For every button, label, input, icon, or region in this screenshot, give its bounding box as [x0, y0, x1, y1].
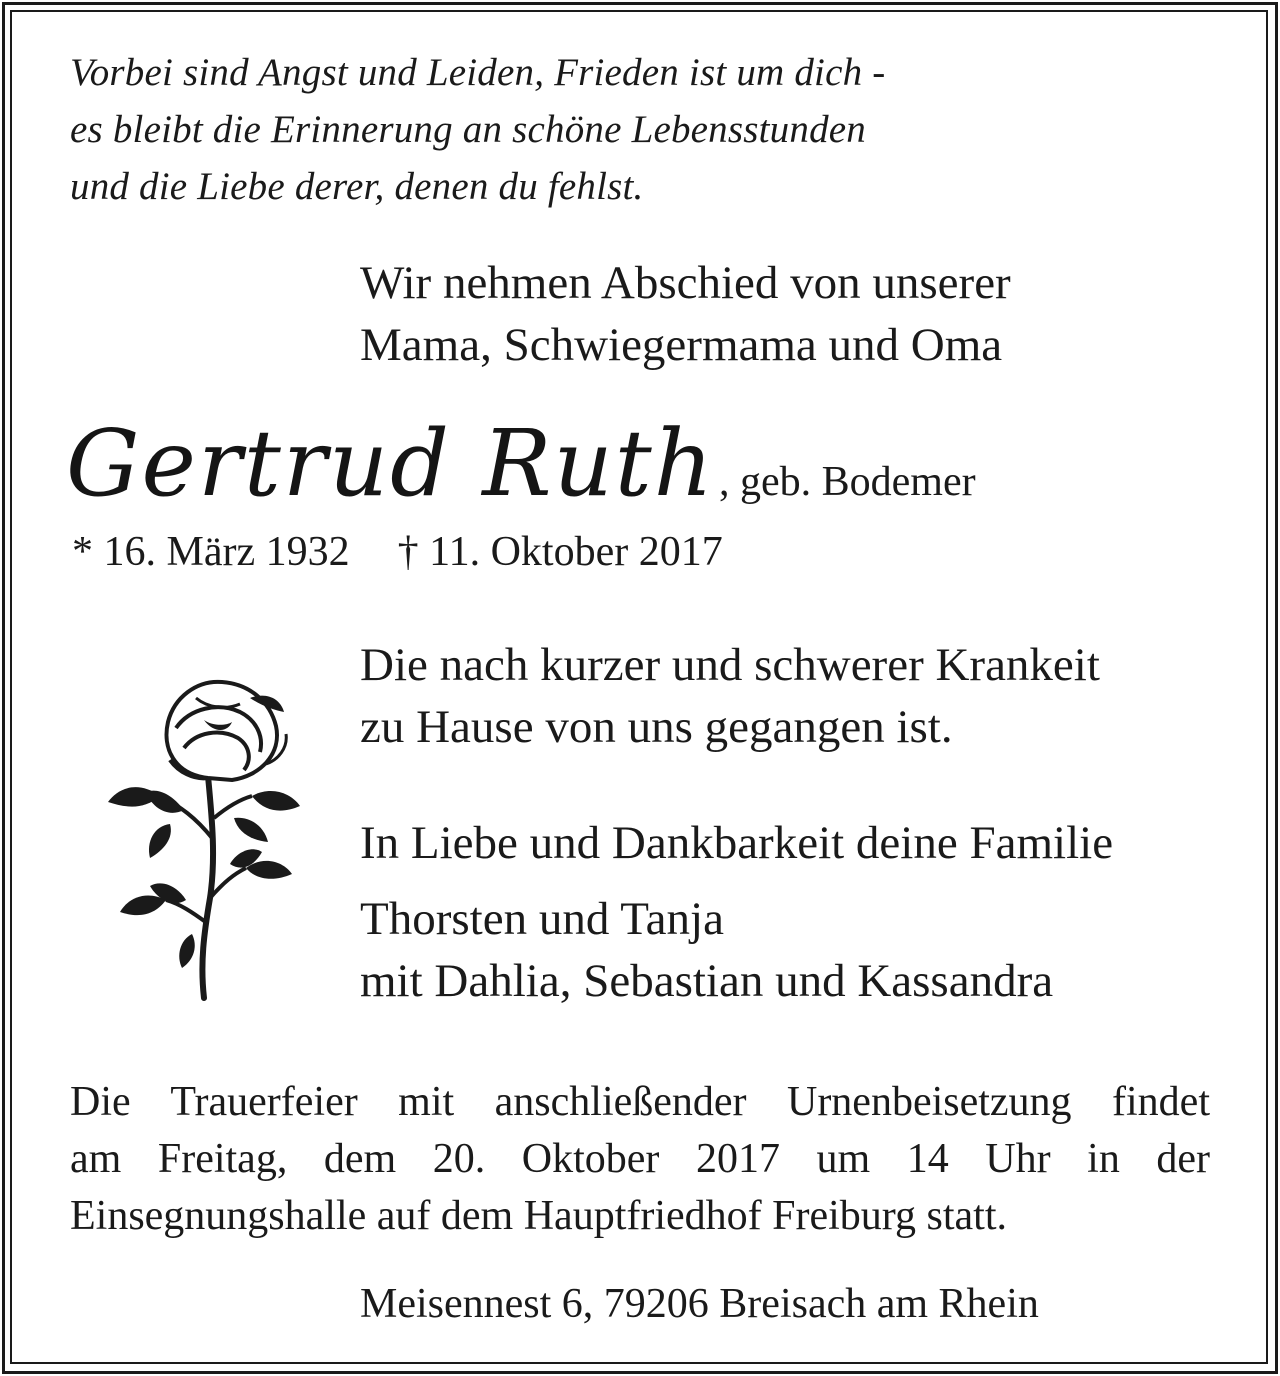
maiden-name: , geb. Bodemer: [719, 459, 976, 505]
ceremony-line: Einsegnungshalle auf dem Hauptfriedhof Freiburg statt.: [70, 1193, 1008, 1239]
intro-line: Wir nehmen Abschied von unserer: [360, 257, 1011, 309]
family-signoff: In Liebe und Dankbarkeit deine Familie: [360, 817, 1114, 869]
death-date: † 11. Oktober 2017: [397, 529, 723, 575]
ceremony-line: Die Trauerfeier mit anschließender Urnenbeisetzung findet: [70, 1079, 1210, 1125]
rose-icon: [100, 668, 310, 1008]
motto-line: Vorbei sind Angst und Leiden, Frieden ist um dich -: [70, 51, 886, 94]
family-line: mit Dahlia, Sebastian und Kassandra: [360, 955, 1054, 1007]
deceased-name: Gertrud Ruth: [66, 410, 715, 517]
passage-line: zu Hause von uns gegangen ist.: [360, 701, 953, 753]
intro-text: [360, 252, 1011, 376]
family-signature: [360, 812, 1113, 1012]
ceremony-notice: [70, 1074, 1210, 1245]
intro-line: Mama, Schwiegermama und Oma: [360, 319, 1003, 371]
address: Meisennest 6, 79206 Breisach am Rhein: [360, 1281, 1039, 1327]
life-dates: [72, 528, 723, 576]
ceremony-line: am Freitag, dem 20. Oktober 2017 um 14 Uhr in der: [70, 1136, 1210, 1182]
motto-verse: [70, 44, 885, 215]
deceased-name-line: [66, 410, 976, 517]
passage-text: [360, 634, 1100, 758]
motto-line: und die Liebe derer, denen du fehlst.: [70, 165, 644, 208]
birth-date: * 16. März 1932: [72, 529, 350, 575]
family-line: Thorsten und Tanja: [360, 893, 724, 945]
motto-line: es bleibt die Erinnerung an schöne Lebensstunden: [70, 108, 866, 151]
passage-line: Die nach kurzer und schwerer Krankeit: [360, 639, 1100, 691]
